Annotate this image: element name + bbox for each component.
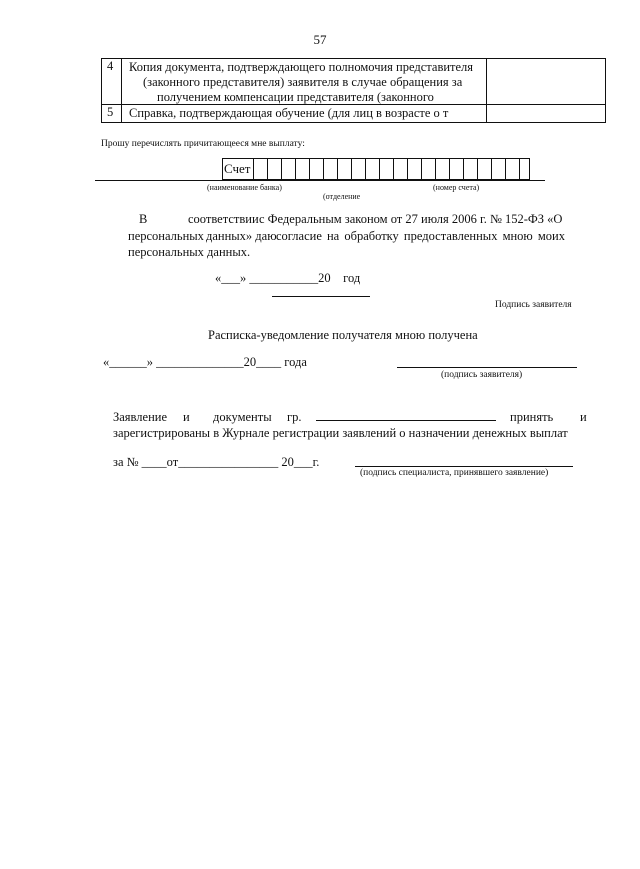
- account-number-grid: [222, 158, 530, 180]
- consent-word: с Федеральным законом от 27 июля 2006 г. № 152-ФЗ «О: [259, 212, 563, 226]
- branch-caption: (отделение: [323, 192, 361, 201]
- signature-line: [397, 367, 577, 368]
- consent-line: персональных данных.: [128, 245, 251, 259]
- applicant-signature-caption: (подпись заявителя): [441, 370, 523, 380]
- consent-word: данных» даю: [206, 229, 277, 243]
- page-number: 57: [313, 32, 327, 47]
- account-number-caption: (номер счета): [433, 183, 480, 192]
- table-cell-line: Справка, подтверждающая обучение (для лиц в возрасте о т: [129, 106, 449, 120]
- accepted-word: гр.: [287, 410, 302, 424]
- date-line: «___» ___________20 год: [215, 271, 361, 285]
- signature-line: [355, 466, 573, 467]
- table-cell-line: (законного представителя) заявителя в случае обращения за: [143, 75, 463, 89]
- registration-line: за № ____от________________ 20___г.: [113, 455, 320, 469]
- table-cell-line: Копия документа, подтверждающего полномочия представителя: [129, 60, 474, 74]
- applicant-name-line: [316, 420, 496, 421]
- receipt-title: Расписка-уведомление получателя мною получена: [208, 328, 478, 342]
- receipt-date-line: «______» ______________20____ года: [103, 355, 307, 369]
- accepted-word: принять: [510, 410, 554, 424]
- account-label: Счет: [224, 161, 251, 176]
- table-row-number: 5: [107, 105, 114, 119]
- accepted-word: Заявление: [113, 410, 168, 424]
- table-row-number: 4: [107, 59, 114, 73]
- bank-name-caption: (наименование банка): [207, 183, 282, 192]
- consent-word: персональных: [128, 229, 204, 243]
- applicant-signature-label: Подпись заявителя: [495, 300, 572, 310]
- accepted-word: и: [580, 410, 587, 424]
- accepted-word: документы: [213, 410, 272, 424]
- consent-word: В: [139, 212, 148, 226]
- specialist-signature-caption: (подпись специалиста, принявшего заявление): [360, 468, 549, 478]
- signature-line: [272, 296, 370, 297]
- accepted-line: зарегистрированы в Журнале регистрации заявлений о назначении денежных выплат: [113, 426, 568, 440]
- accepted-word: и: [183, 410, 190, 424]
- documents-table: [101, 58, 606, 123]
- payment-request-text: Прошу перечислять причитающееся мне выплату:: [101, 139, 305, 149]
- table-cell-line: получением компенсации представителя (законного: [157, 90, 434, 104]
- bank-details-line: [95, 180, 545, 181]
- consent-word: соответствии: [188, 212, 259, 226]
- consent-word: согласие на обработку предоставленных мною моих: [276, 229, 565, 243]
